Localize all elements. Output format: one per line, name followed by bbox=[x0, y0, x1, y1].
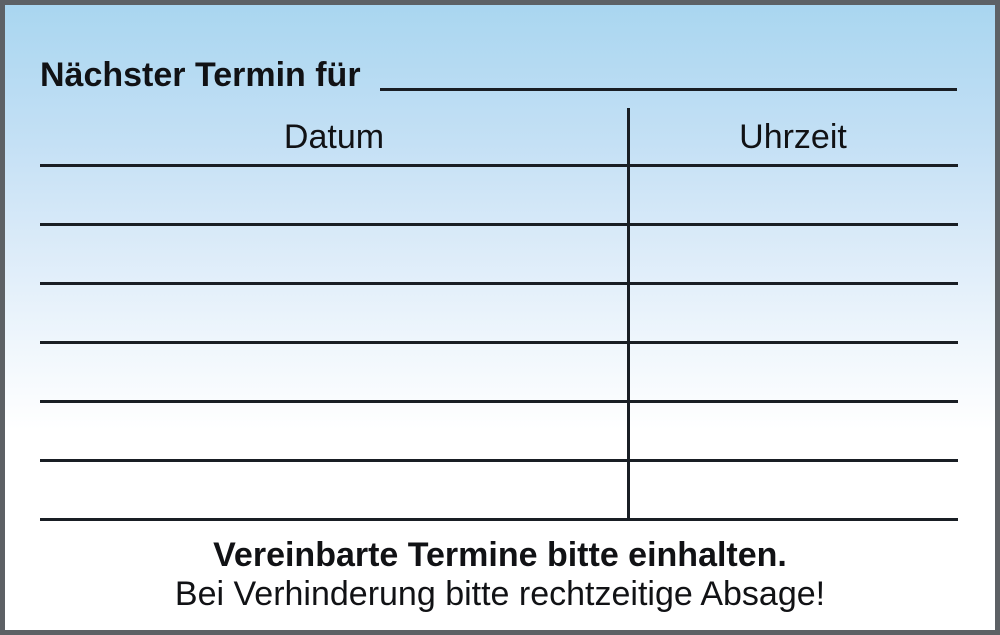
table-row bbox=[40, 285, 958, 344]
patient-name-fill-in-line[interactable] bbox=[380, 88, 957, 91]
table-body bbox=[40, 164, 958, 521]
cell-uhrzeit[interactable] bbox=[628, 167, 958, 223]
cell-datum[interactable] bbox=[40, 167, 628, 223]
table-row bbox=[40, 167, 958, 226]
column-divider bbox=[627, 108, 630, 520]
cell-datum[interactable] bbox=[40, 344, 628, 400]
footer-note-secondary: Bei Verhinderung bitte rechtzeitige Absage! bbox=[174, 575, 826, 613]
table-row bbox=[40, 226, 958, 285]
table-row bbox=[40, 344, 958, 403]
cell-datum[interactable] bbox=[40, 462, 628, 518]
table-row bbox=[40, 403, 958, 462]
cell-uhrzeit[interactable] bbox=[628, 226, 958, 282]
card-title: Nächster Termin für bbox=[40, 56, 361, 94]
cell-uhrzeit[interactable] bbox=[628, 344, 958, 400]
cell-datum[interactable] bbox=[40, 226, 628, 282]
cell-datum[interactable] bbox=[40, 403, 628, 459]
footer-note-primary: Vereinbarte Termine bitte einhalten. bbox=[213, 536, 787, 574]
column-header-datum: Datum bbox=[283, 118, 385, 156]
cell-uhrzeit[interactable] bbox=[628, 285, 958, 341]
column-header-uhrzeit: Uhrzeit bbox=[739, 118, 847, 156]
cell-uhrzeit[interactable] bbox=[628, 403, 958, 459]
cell-uhrzeit[interactable] bbox=[628, 462, 958, 518]
cell-datum[interactable] bbox=[40, 285, 628, 341]
table-row bbox=[40, 462, 958, 521]
